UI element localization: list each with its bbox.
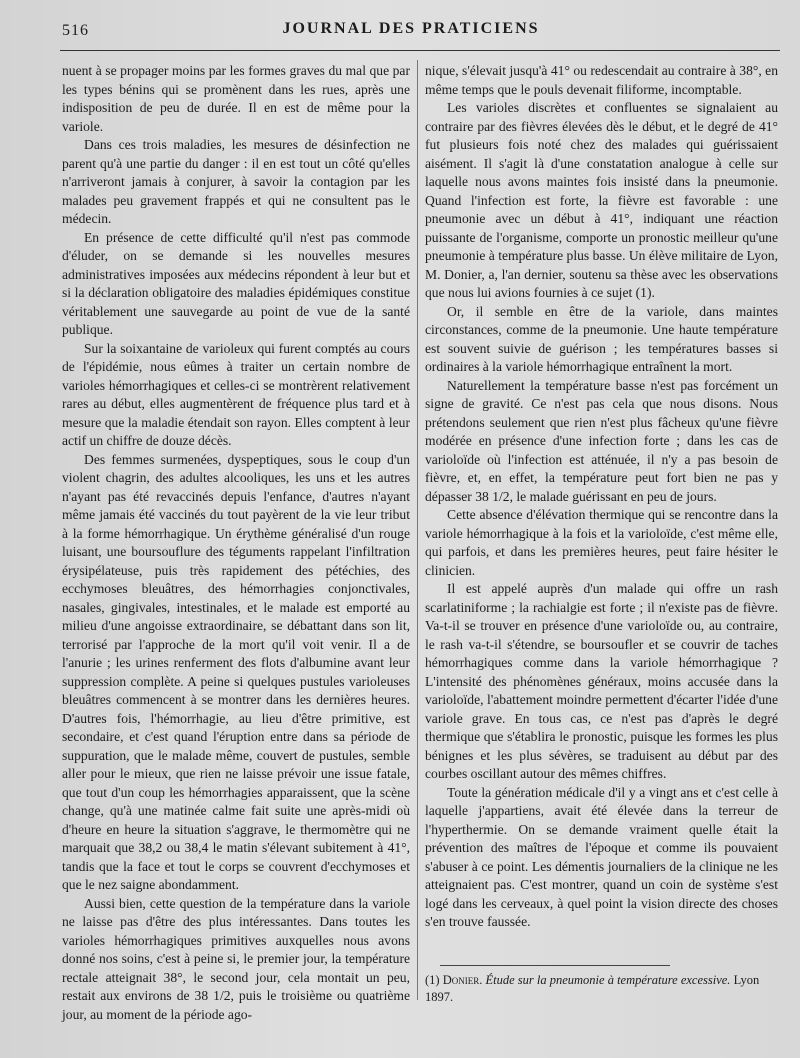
footnote <box>425 972 778 1006</box>
footnote-rule <box>440 965 670 966</box>
paragraph: Sur la soixantaine de varioleux qui furent comptés au cours de l'épidémie, nous eûmes à traiter un certain nombre de varioles hémorrhagiques et celles-ci se montrèrent relativement rares au début, elles augmentèrent de fréquence plus tard et à mesure que la maladie étendait son rayon. Elles comptent à leur actif un chiffre de douze décès. <box>62 340 410 448</box>
paragraph: En présence de cette difficulté qu'il n'est pas commode d'éluder, on se demande si les nouvelles mesures administratives imposées aux médecins répondent à leur but et si la déclaration obligatoire des maladies épidémiques constitue véritablement une sauvegarde au point de vue de la santé publique. <box>62 229 410 337</box>
paragraph: Des femmes surmenées, dyspeptiques, sous le coup d'un violent chagrin, des adultes alcooliques, les uns et les autres n'ayant pas été revaccinés depuis l'enfance, d'autres n'ayant même jamais été vaccinés du tout payèrent de la vie leur tribut à la forme hémorrhagique. Un érythème généralisé d'un rouge luisant, une boursouflure des téguments rappelant l'infiltration érysipélateuse, puis très rapidement des pétéchies, des ecchymoses bleuâtres, des hémorrhagies conjonctivales, nasales, gingivales, intestinales, et le malade est emporté au milieu d'une angoisse extraordinaire, se débattant dans son lit, terrorisé par l'approche de la mort qu'il voit venir. Il a de l'anurie ; les urines renferment des flots d'albumine avant leur suppression complète. A peine si quelques pustules varioleuses bleuâtres commencent à se montrer dans les dernières heures. D'autres fois, l'hémorrhagie, au lieu d'être primitive, est secondaire, et c'est quand l'éruption entre dans sa période de suppuration, que le malade même, couvert de pustules, semble aller pour le mieux, que rien ne laisse prévoir une issue fatale, que tout d'un coup les hémorrhagies apparaissent, que la scène change, qu'à une matinée calme fait suite une après-midi où d'heure en heure la situation s'aggrave, le thermomètre qui ne marquait que 38,2 ou 38,4 le matin s'élevant subitement à 41°, tandis que la face et tout le corps se couvrent d'ecchymoses et que le nez saigne abondamment. <box>62 451 410 892</box>
journal-title: JOURNAL DES PRATICIENS <box>282 20 540 37</box>
paragraph: Dans ces trois maladies, les mesures de désinfection ne parent qu'à une partie du danger : il en est tout un côté qu'elles n'arriveront jamais à conjurer, à savoir la contagion par les malades peu gravement frappés et qui ne consultent pas le médecin. <box>62 137 410 226</box>
paragraph: Naturellement la température basse n'est pas forcément un signe de gravité. Ce n'est pas cela que nous disons. Nous prétendons seulement que rien n'est plus fâcheux qu'une fièvre modérée en présence d'une infection forte ; dans les cas de varioloïde où l'infection est atténuée, il n'y a pas besoin de fièvre, et, en effet, la température peut fort bien ne pas y dépasser 38 1/2, le malade guérissant en peu de jours. <box>425 377 778 504</box>
right-column <box>425 62 778 932</box>
paragraph: Il est appelé auprès d'un malade qui offre un rash scarlatiniforme ; la rachialgie est forte ; il n'existe pas de fièvre. Va-t-il se trouver en présence d'une varioloïde ou, au contraire, le rash va-t-il s'étendre, se boursoufler et se couvrir de taches hémorrhagiques comme dans la variole hémorrhagique ? L'intensité des phénomènes généraux, moins accusée dans la varioloïde, l'abattement moindre permettent d'écarter l'idée d'une variole grave. En tous cas, ce n'est pas d'après le degré thermique que s'établira le pronostic, puisque les formes les plus bénignes et les plus sévères, se traduisent au début par des courbes oscillant autour des mêmes chiffres. <box>425 581 778 781</box>
footnote-author: Donier. <box>442 973 483 987</box>
footnote-place-year: Lyon 1897. <box>425 973 760 1004</box>
paragraph: Les varioles discrètes et confluentes se signalaient au contraire par des fièvres élevées dès le début, et le degré de 41° fut plusieurs fois noté chez des malades qui guérissaient aisément. Il s'agit là d'une constatation analogue à celle sur laquelle nous avons maintes fois insisté dans la pneumonie. Quand l'infection est forte, la fièvre est favorable : une pneumonie avec un début à 41°, indiquant une réaction puissante de l'organisme, comporte un pronostic meilleur qu'une pneumonie à température plus basse. Un élève militaire de Lyon, M. Donier, a, l'an dernier, soutenu sa thèse avec les observations que nous lui avions fournies à ce sujet (1). <box>425 100 778 300</box>
header-rule <box>60 50 780 51</box>
paragraph: Aussi bien, cette question de la température dans la variole ne laisse pas d'être des plus intéressantes. Dans toutes les varioles hémorrhagiques primitives auxquelles nous avons donné nos soins, c'est à peine si, le premier jour, la température rectale atteignait 38°, le second jour, cela montait un peu, restait aux environs de 38 1/2, puis le troisième ou quatrième jour, au moment de la période ago- <box>62 895 410 1022</box>
page-number: 516 <box>62 22 89 39</box>
paragraph: Toute la génération médicale d'il y a vingt ans et c'est celle à laquelle j'appartiens, avait été élevée dans la terreur de l'hyperthermie. On se demande vraiment quelle était la prévention des maîtres de l'époque et comme ils pouvaient s'abuser à ce point. Les démentis journaliers de la clinique ne les atteignaient pas. C'est montrer, quand un coin de système s'est logé dans les cerveaux, à quel point la vision directe des choses s'en trouve faussée. <box>425 784 778 929</box>
footnote-marker: (1) <box>425 973 440 987</box>
paragraph: Cette absence d'élévation thermique qui se rencontre dans la variole hémorrhagique à la fois et la varioloïde, c'est même elle, qui parfois, et dans les premières heures, peut faire hésiter le clinicien. <box>425 507 778 578</box>
left-column <box>62 62 410 1024</box>
paragraph: nique, s'élevait jusqu'à 41° ou redescendait au contraire à 38°, en même temps que le pouls devenait filiforme, incomptable. <box>425 63 778 97</box>
running-head <box>62 20 760 46</box>
column-divider <box>417 60 418 1000</box>
footnote-work: Étude sur la pneumonie à température excessive. <box>485 973 731 987</box>
paragraph: nuent à se propager moins par les formes graves du mal que par les types bénins qui se promènent dans les rues, après une indisposition de peu de durée. Il en est de même pour la variole. <box>62 63 410 134</box>
paragraph: Or, il semble en être de la variole, dans maintes circonstances, comme de la pneumonie. Une haute température est souvent suivie de guérison ; les températures basses si ordinaires à la variole hémorrhagique entraînent la mort. <box>425 303 778 374</box>
